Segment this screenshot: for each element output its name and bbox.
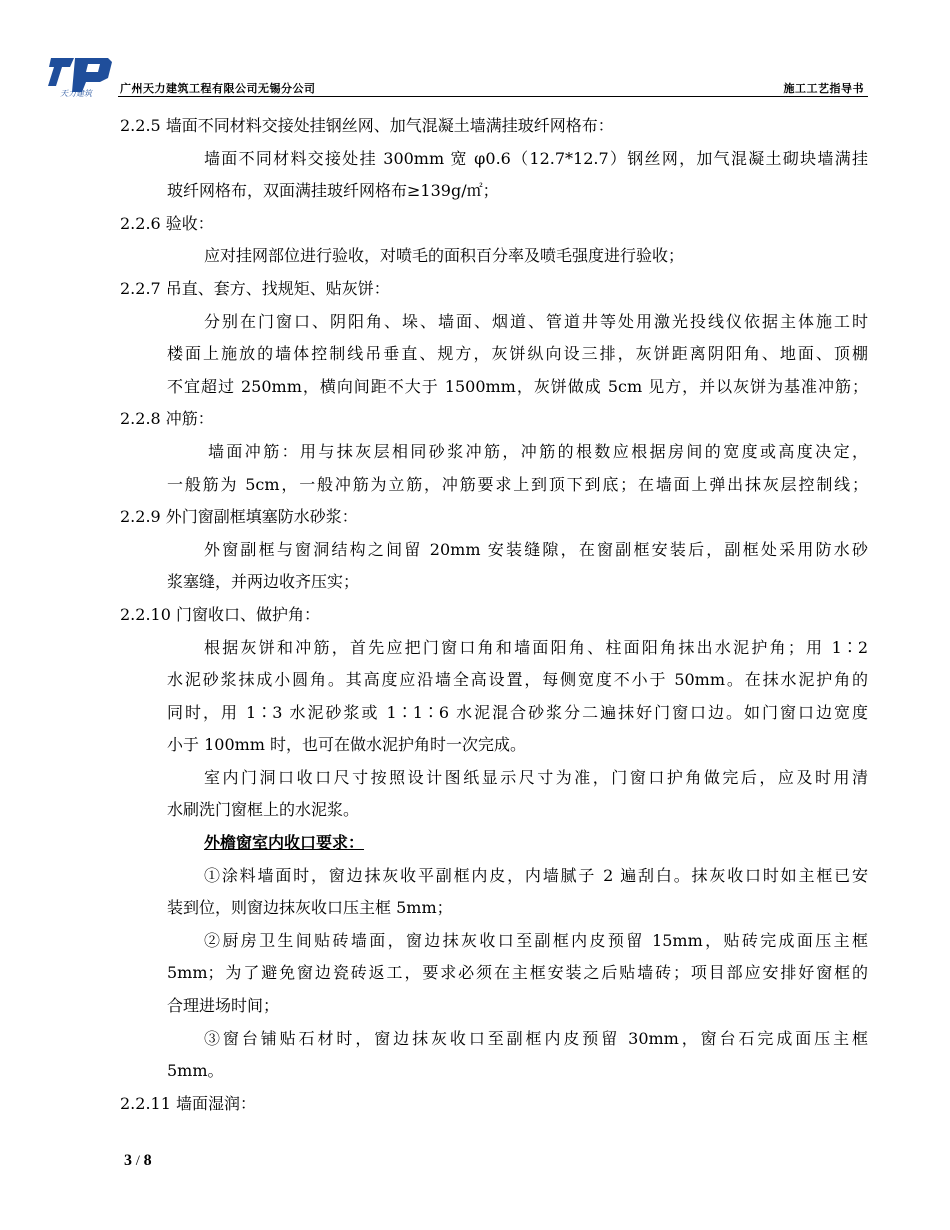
logo-text: 天力建筑	[60, 89, 92, 98]
paragraph-line: 水刷洗门窗框上的水泥浆。	[167, 800, 360, 820]
paragraph-line: 5mm。	[167, 1061, 224, 1081]
paragraph-line: 同时，用 1∶3 水泥砂浆或 1∶1∶6 水泥混合砂浆分二遍抹好门窗口边。如门窗口边宽度	[167, 702, 868, 722]
document-body	[120, 110, 868, 1120]
paragraph-line: 装到位，则窗边抹灰收口压主框 5mm；	[167, 898, 453, 918]
paragraph-line: 墙面不同材料交接处挂 300mm 宽 φ0.6（12.7*12.7）钢丝网，加气混凝土砌块墙满挂	[204, 148, 868, 168]
paragraph-line: 分别在门窗口、阴阳角、垛、墙面、烟道、管道井等处用激光投线仪依据主体施工时	[204, 311, 868, 331]
paragraph-line: 楼面上施放的墙体控制线吊垂直、规方，灰饼纵向设三排，灰饼距离阴阳角、地面、顶棚	[167, 344, 868, 364]
section-heading-2-2-10: 2.2.10 门窗收口、做护角：	[120, 604, 320, 624]
document-type: 施工工艺指导书	[783, 82, 864, 95]
header-rule	[118, 96, 868, 97]
paragraph-line: 水泥砂浆抹成小圆角。其高度应沿墙全高设置，每侧宽度不小于 50mm。在抹水泥护角的	[167, 670, 868, 690]
paragraph-line: ③窗台铺贴石材时，窗边抹灰收口至副框内皮预留 30mm，窗台石完成面压主框	[204, 1028, 868, 1048]
paragraph-line: 墙面冲筋：用与抹灰层相同砂浆冲筋，冲筋的根数应根据房间的宽度或高度决定，	[208, 441, 868, 461]
paragraph-line: 外窗副框与窗洞结构之间留 20mm 安装缝隙，在窗副框安装后，副框处采用防水砂	[204, 539, 868, 559]
section-heading-2-2-6: 2.2.6 验收：	[120, 213, 214, 233]
section-heading-2-2-9: 2.2.9 外门窗副框填塞防水砂浆：	[120, 507, 358, 527]
paragraph-line: 应对挂网部位进行验收，对喷毛的面积百分率及喷毛强度进行验收；	[204, 246, 685, 266]
section-heading-2-2-7: 2.2.7 吊直、套方、找规矩、贴灰饼：	[120, 278, 390, 298]
section-heading-2-2-11: 2.2.11 墙面湿润：	[120, 1093, 256, 1113]
page-number	[124, 1152, 152, 1170]
paragraph-line: 一般筋为 5cm，一般冲筋为立筋，冲筋要求上到顶下到底；在墙面上弹出抹灰层控制线；	[167, 474, 868, 494]
total-pages: 8	[143, 1152, 152, 1169]
company-logo-icon	[48, 52, 114, 98]
paragraph-line: 玻纤网格布，双面满挂玻纤网格布≥139g/㎡；	[167, 181, 499, 201]
paragraph-line: 合理进场时间；	[167, 996, 280, 1016]
section-heading-2-2-8: 2.2.8 冲筋：	[120, 409, 214, 429]
company-name: 广州天力建筑工程有限公司无锡分公司	[120, 82, 316, 95]
paragraph-line: 根据灰饼和冲筋，首先应把门窗口角和墙面阳角、柱面阳角抹出水泥护角；用 1∶2	[204, 637, 868, 657]
paragraph-line: 小于 100mm 时，也可在做水泥护角时一次完成。	[167, 735, 527, 755]
subheading-window-requirements: 外檐窗室内收口要求：	[204, 833, 365, 853]
section-heading-2-2-5: 2.2.5 墙面不同材料交接处挂钢丝网、加气混凝土墙满挂玻纤网格布：	[120, 116, 614, 135]
paragraph-line: 5mm；为了避免窗边瓷砖返工，要求必须在主框安装之后贴墙砖；项目部应安排好窗框的	[167, 963, 868, 983]
paragraph-line: ②厨房卫生间贴砖墙面，窗边抹灰收口至副框内皮预留 15mm，贴砖完成面压主框	[204, 930, 868, 950]
current-page: 3	[124, 1152, 132, 1169]
paragraph-line: 室内门洞口收口尺寸按照设计图纸显示尺寸为准，门窗口护角做完后，应及时用清	[204, 767, 868, 787]
paragraph-line: 浆塞缝，并两边收齐压实；	[167, 572, 360, 592]
paragraph-line: 不宜超过 250mm，横向间距不大于 1500mm，灰饼做成 5cm 见方，并以灰饼为基准冲筋；	[167, 376, 868, 396]
paragraph-line: ①涂料墙面时，窗边抹灰收平副框内皮，内墙腻子 2 遍刮白。抹灰收口时如主框已安	[204, 865, 868, 885]
page-separator: /	[132, 1153, 144, 1169]
